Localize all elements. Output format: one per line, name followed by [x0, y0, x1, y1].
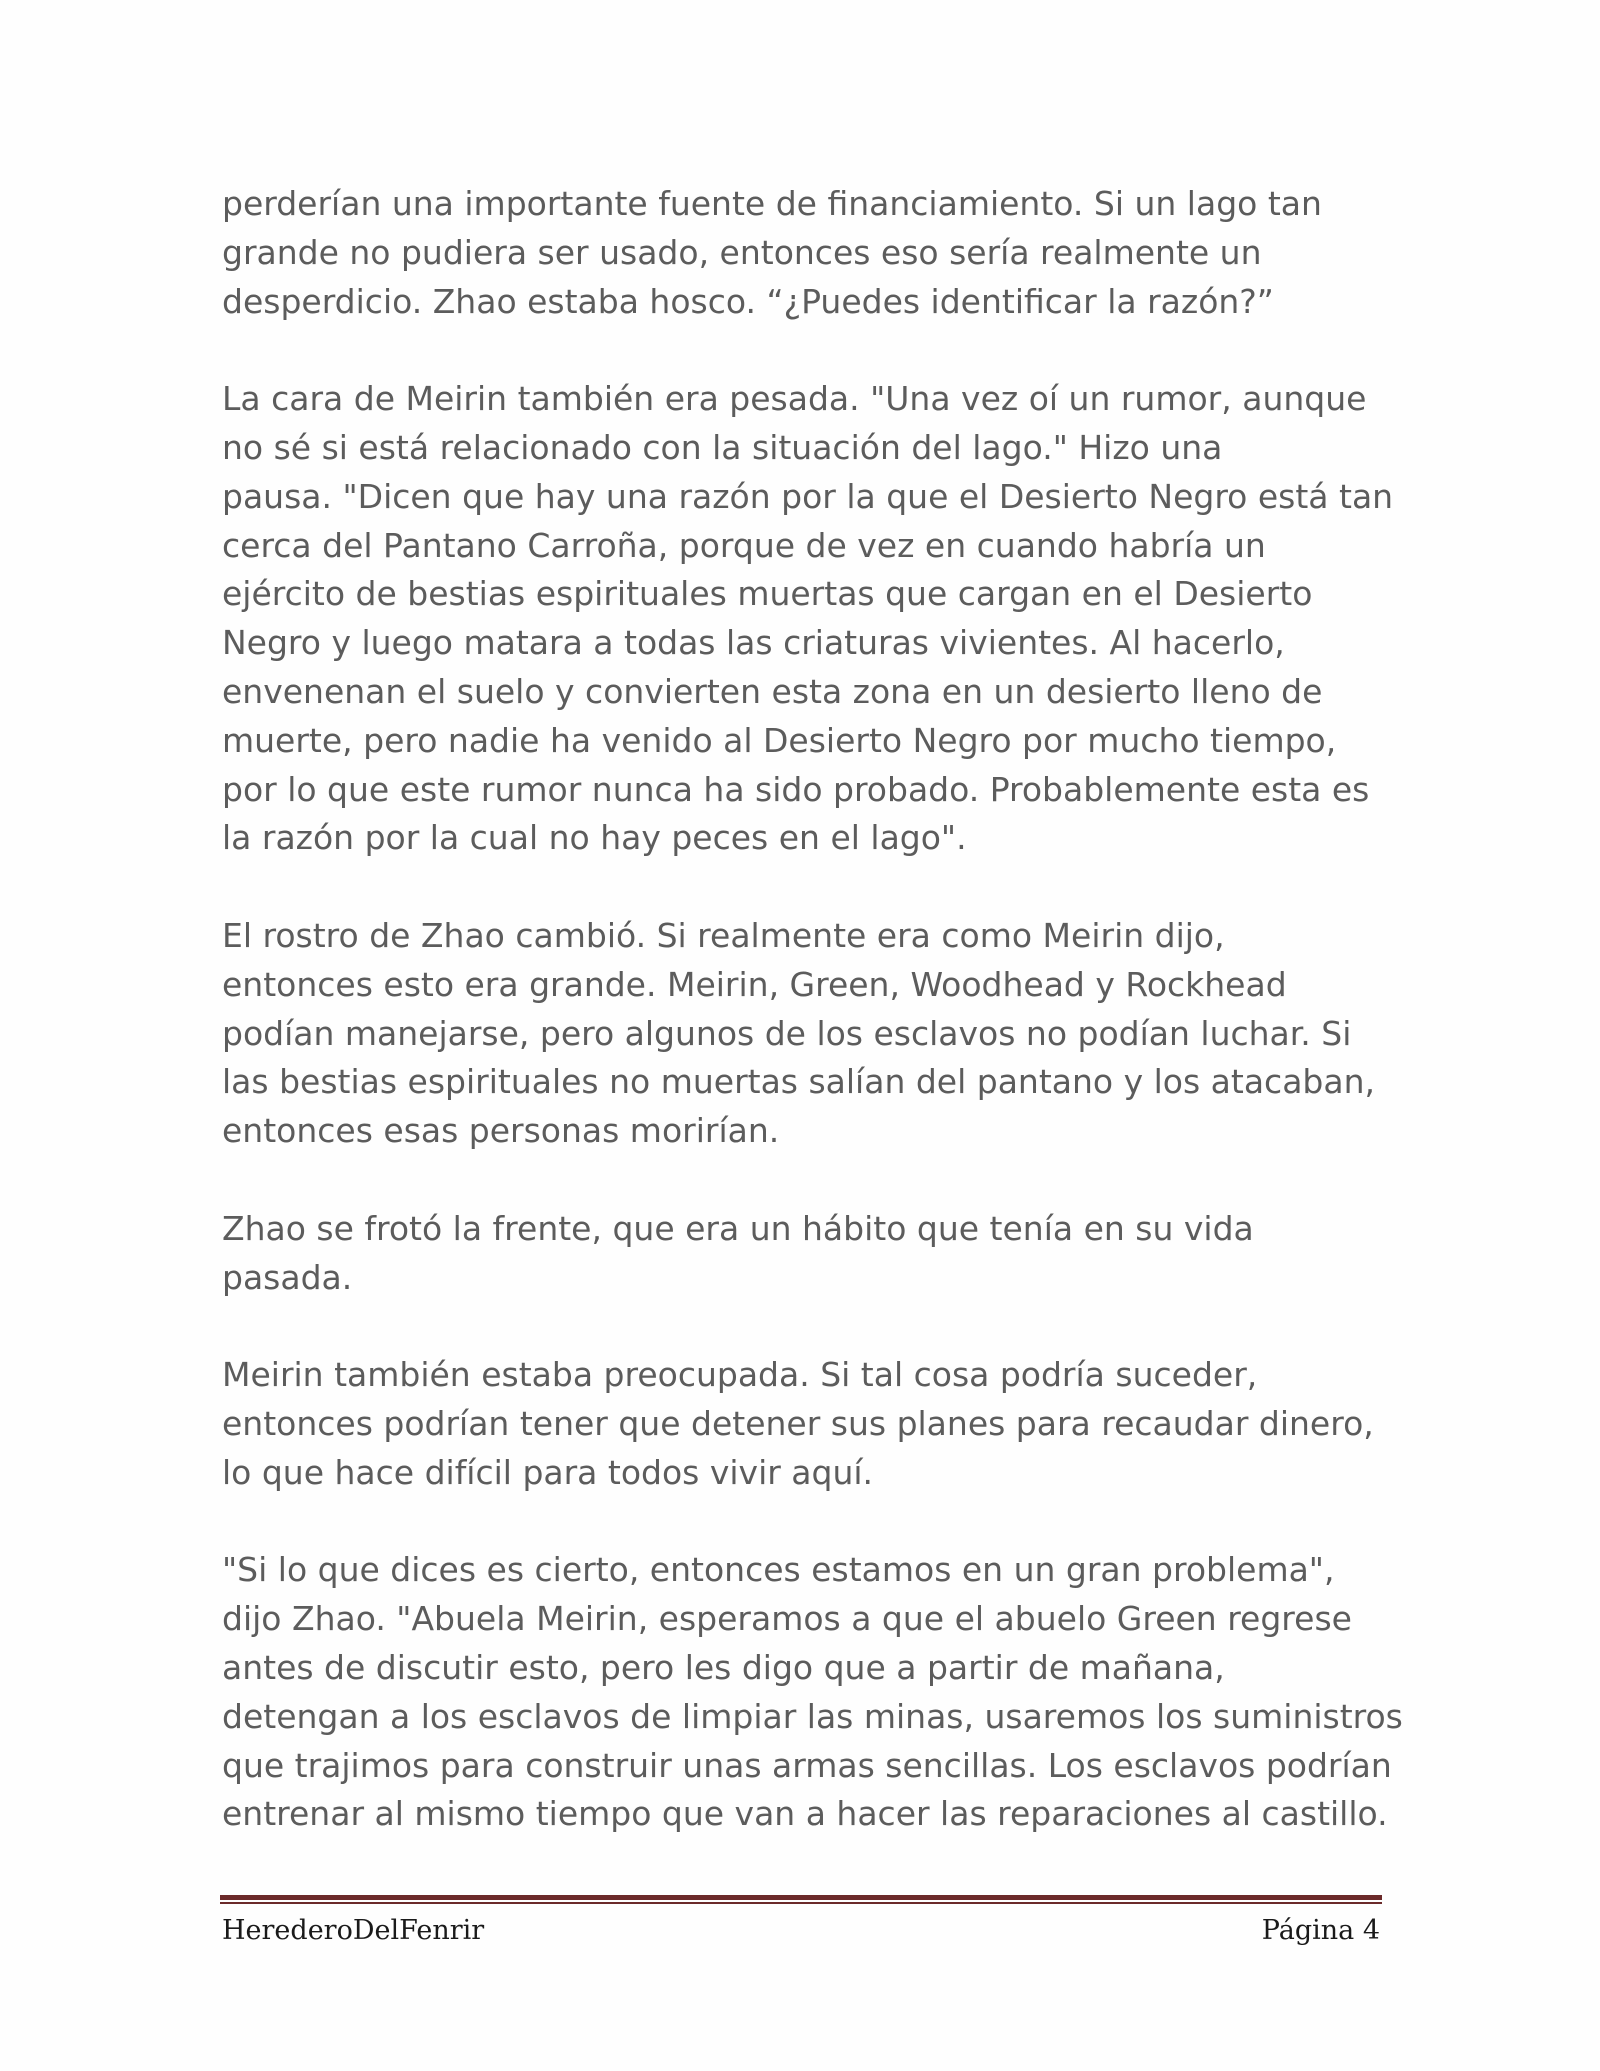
paragraph: Zhao se frotó la frente, que era un hábito que tenía en su vida pasada. [222, 1208, 1254, 1297]
footer-divider-thick [220, 1895, 1382, 1900]
paragraph: La cara de Meirin también era pesada. "Una vez oí un rumor, aunque no sé si está relacionado con la situación del lago." Hizo una pausa. "Dicen que hay una razón por la que el Desierto Negro está tan cerca del Pantano Carroña, porque de vez en cuando habría un ejército de bestias espirituales muertas que cargan en el Desierto Negro y luego matara a todas las criaturas vivientes. Al hacerlo, envenenan el suelo y convierten esta zona en un desierto lleno de muerte, pero nadie ha venido al Desierto Negro por mucho tiempo, por lo que este rumor nunca ha sido probado. Probablemente esta es la razón por la cual no hay peces en el lago". [222, 379, 1394, 858]
page-number: Página 4 [1261, 1914, 1380, 1946]
footer-divider-thin [220, 1902, 1382, 1904]
paragraph: Meirin también estaba preocupada. Si tal cosa podría suceder, entonces podrían tener que detener sus planes para recaudar dinero, lo que hace difícil para todos vivir aquí. [222, 1355, 1374, 1492]
body-text [222, 180, 1422, 1839]
paragraph: perderían una importante fuente de financiamiento. Si un lago tan grande no pudiera ser usado, entonces eso sería realmente un desperdicio. Zhao estaba hosco. “¿Puedes identificar la razón?” [222, 184, 1322, 321]
footer-author: HerederoDelFenrir [222, 1914, 485, 1946]
page-footer [222, 1910, 1380, 1950]
paragraph: El rostro de Zhao cambió. Si realmente era como Meirin dijo, entonces esto era grande. Meirin, Green, Woodhead y Rockhead podían manejarse, pero algunos de los esclavos no podían luchar. Si las bestias espirituales no muertas salían del pantano y los atacaban, entonces esas personas morirían. [222, 915, 1375, 1151]
paragraph: "Si lo que dices es cierto, entonces estamos en un gran problema", dijo Zhao. "Abuela Meirin, esperamos a que el abuelo Green regrese antes de discutir esto, pero les digo que a partir de mañana, detengan a los esclavos de limpiar las minas, usaremos los suministros que trajimos para construir unas armas sencillas. Los esclavos podrían entrenar al mismo tiempo que van a hacer las reparaciones al castillo. [222, 1550, 1403, 1834]
